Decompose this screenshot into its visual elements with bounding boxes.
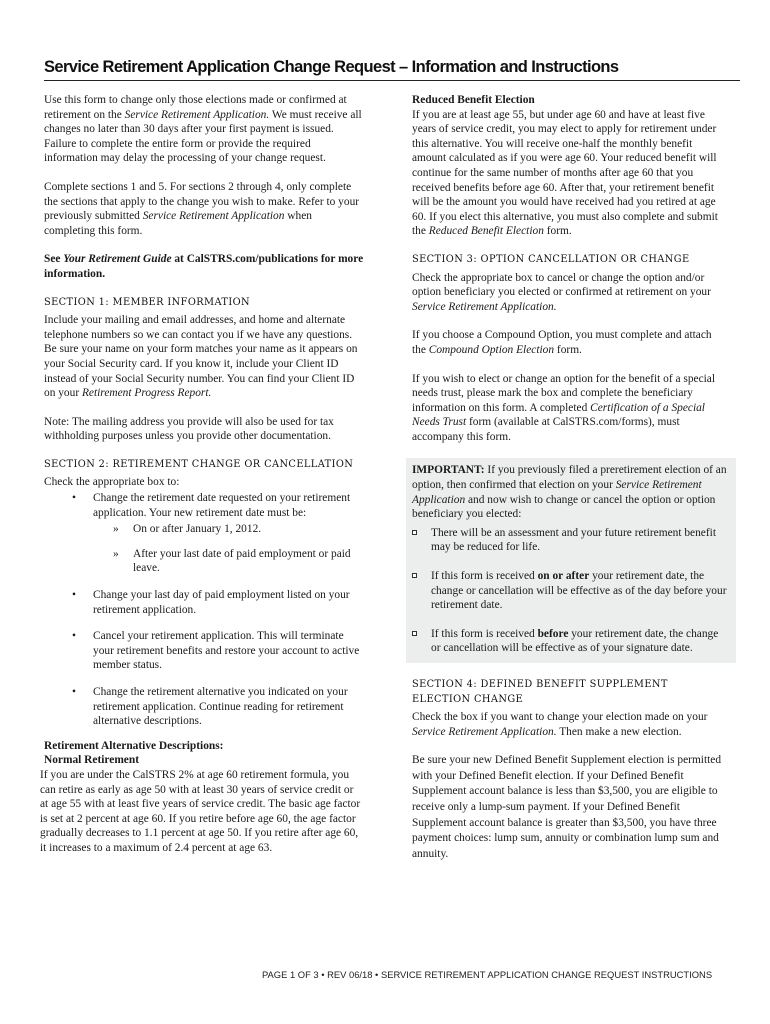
important-item-assessment bbox=[412, 526, 730, 555]
bullet-text: Change the retirement date requested on your retirement application. Your new retirement date must be: bbox=[93, 492, 351, 519]
bullet-text: Change your last day of paid employment listed on your retirement application. bbox=[93, 589, 350, 616]
important-item-text-cont: your retirement date, the change or cancellation will be effective as of the day before your retirement date. bbox=[431, 570, 727, 612]
section1-text bbox=[44, 313, 364, 401]
section3-form-name: Service Retirement Application. bbox=[412, 300, 557, 313]
section4-body: Check the box if you want to change your election made on your bbox=[412, 711, 708, 723]
list-item bbox=[93, 522, 364, 537]
important-item-before bbox=[412, 627, 730, 656]
trust-body-cont: form (available at CalSTRS.com/forms), must accompany this form. bbox=[412, 416, 680, 443]
left-column bbox=[40, 93, 364, 856]
important-item-text: There will be an assessment and your future retirement benefit may be reduced for life. bbox=[431, 526, 716, 554]
intro-text: Use this form to change only those elections made or confirmed at retirement on the bbox=[44, 94, 347, 121]
compound-body: If you choose a Compound Option, you must complete and attach the bbox=[412, 329, 712, 356]
normal-retirement-heading: Normal Retirement bbox=[44, 754, 139, 767]
bullet-text: Change the retirement alternative you indicated on your retirement application. Continue reading for retirement alternative descriptions. bbox=[93, 686, 348, 728]
important-item-text-cont: your retirement date, the change or cancellation will be effective as of your signature date. bbox=[431, 627, 719, 655]
section4-text-2: Be sure your new Defined Benefit Supplement election is permitted with your Defined Benefit election. If your Defined Benefit Supplement account balance is less than $3,500, you are eligible to receive only a lump-sum payment. If your Defined Benefit Supplement account balance is greater than $3,500, you have three payment choices: lump sum, annuity or combination lump sum and annuity. bbox=[412, 754, 722, 860]
section2-heading: SECTION 2: RETIREMENT CHANGE OR CANCELLATION bbox=[44, 458, 354, 470]
list-item bbox=[44, 588, 364, 617]
section3-body: Check the appropriate box to cancel or change the option and/or option beneficiary you elected or confirmed at retirement on your bbox=[412, 271, 711, 299]
section4-heading: SECTION 4: DEFINED BENEFIT SUPPLEMENT ELECTION CHANGE bbox=[412, 679, 668, 705]
complete-paragraph bbox=[44, 180, 364, 238]
compound-option-text bbox=[412, 328, 728, 357]
page-title: Service Retirement Application Change Request – Information and Instructions bbox=[44, 58, 619, 76]
guide-name: Your Retirement Guide bbox=[63, 253, 172, 266]
bullet-icon: • bbox=[72, 589, 76, 602]
checkbox-icon bbox=[412, 631, 417, 636]
normal-retirement-text: If you are under the CalSTRS 2% at age 60 retirement formula, you can retire as early as age 50 with at least 30 years of service credit or at age 55 with at least five years of service credit. The basic age factor is set at 2 percent at age 60. If you retire before age 60, the age factor gradually decreases to 1.1 percent at age 50. If you retire after age 60, it increases to a maximum of 2.4 percent at age 63. bbox=[40, 768, 361, 854]
list-item bbox=[44, 629, 364, 673]
list-item bbox=[44, 685, 364, 729]
section2-bullet-list bbox=[44, 491, 364, 729]
sub-list bbox=[93, 522, 364, 576]
bullet-icon: • bbox=[72, 686, 76, 698]
section1-report-name: Retirement Progress Report. bbox=[81, 387, 212, 400]
important-body-cont: and now wish to change or cancel the option or option beneficiary you elected: bbox=[412, 493, 716, 521]
important-item-emphasis: before bbox=[537, 627, 569, 640]
important-item-text: If this form is received bbox=[431, 627, 538, 640]
section1-note: Note: The mailing address you provide will also be used for tax withholding purposes unless you provide other documentation. bbox=[44, 415, 334, 443]
section4-body-cont: Then make a new election. bbox=[556, 725, 682, 738]
reduced-benefit-heading: Reduced Benefit Election bbox=[412, 94, 535, 106]
checkbox-icon bbox=[412, 530, 417, 535]
list-item bbox=[44, 491, 364, 576]
reduced-body-cont: form. bbox=[543, 225, 572, 238]
reduced-body: If you are at least age 55, but under age 60 and have at least five years of service credit, you may elect to apply for retirement under this alternative. You will receive one-half the monthly benefit amount calculated as if you were age 60. Your reduced benefit will continue for the same number of months after age 60 that you received benefits before age 60. After that, your retirement benefit will be the amount you would have received had you retired at age 60. If you elect this alternative, you must also complete and submit the bbox=[412, 108, 718, 238]
special-needs-trust-text bbox=[412, 372, 728, 445]
page-footer: PAGE 1 OF 3 • REV 06/18 • SERVICE RETIREMENT APPLICATION CHANGE REQUEST INSTRUCTIONS bbox=[262, 969, 713, 980]
important-body: If you previously filed a preretirement election of an option, then confirmed that election on your bbox=[412, 464, 727, 492]
checkbox-icon bbox=[412, 573, 417, 578]
intro-paragraph bbox=[44, 93, 364, 166]
arrow-icon: » bbox=[113, 523, 119, 536]
see-text-cont: at CalSTRS.com/publications for more information. bbox=[44, 253, 364, 280]
intro-text-cont: We must receive all changes no later than 30 days after your first payment is issued. Failure to complete the entire form or provide the required information may delay the processing of your change request. bbox=[44, 108, 362, 165]
sub-item-text: After your last date of paid employment or paid leave. bbox=[133, 547, 351, 575]
section4-text bbox=[412, 710, 728, 739]
arrow-icon: » bbox=[113, 547, 119, 560]
alternatives-heading: Retirement Alternative Descriptions: bbox=[44, 739, 224, 752]
list-item bbox=[93, 547, 364, 576]
title-rule bbox=[44, 80, 740, 81]
trust-body: If you wish to elect or change an option for the benefit of a special needs trust, please mark the box and complete the beneficiary information on this form. A completed bbox=[412, 372, 716, 414]
see-text: See bbox=[44, 253, 64, 266]
complete-text: Complete sections 1 and 5. For sections 2 through 4, only complete the sections that apply to the change you wish to make. Refer to your previously submitted bbox=[44, 180, 360, 223]
compound-body-cont: form. bbox=[554, 343, 582, 356]
important-notice-box bbox=[406, 458, 736, 663]
complete-form-name: Service Retirement Application bbox=[142, 210, 285, 223]
important-item-emphasis: on or after bbox=[537, 570, 590, 583]
bullet-icon: • bbox=[72, 492, 76, 505]
see-guide-paragraph bbox=[44, 252, 364, 281]
section3-heading: SECTION 3: OPTION CANCELLATION OR CHANGE bbox=[412, 253, 690, 265]
section4-form-name: Service Retirement Application. bbox=[412, 725, 557, 738]
reduced-benefit-text bbox=[412, 108, 728, 239]
reduced-form-name: Reduced Benefit Election bbox=[428, 225, 544, 238]
important-intro bbox=[412, 463, 730, 521]
trust-form-name: Certification of a Special Needs Trust bbox=[412, 401, 705, 429]
complete-text-cont: when completing this form. bbox=[44, 210, 312, 237]
section2-check-text: Check the appropriate box to: bbox=[44, 476, 180, 489]
section3-text bbox=[412, 271, 728, 315]
bullet-text: Cancel your retirement application. This will terminate your retirement benefits and restore your account to active member status. bbox=[93, 630, 360, 672]
compound-form-name: Compound Option Election bbox=[428, 343, 555, 356]
section1-heading: SECTION 1: MEMBER INFORMATION bbox=[44, 296, 251, 308]
important-form-name: Service Retirement Application bbox=[412, 479, 702, 506]
right-column bbox=[412, 93, 728, 876]
section1-body: Include your mailing and email addresses, and home and alternate telephone numbers so we can contact you if we have any questions. Be sure your name on your form matches your name as it appears on your Social Security card. If you know it, include your Client ID instead of your Social Security number. You can find your Client ID on your bbox=[44, 314, 358, 400]
bullet-icon: • bbox=[72, 630, 76, 643]
important-item-on-or-after bbox=[412, 569, 730, 613]
important-label: IMPORTANT: bbox=[412, 464, 485, 477]
intro-form-name: Service Retirement Application. bbox=[124, 108, 270, 121]
important-item-text: If this form is received bbox=[431, 570, 538, 583]
sub-item-text: On or after January 1, 2012. bbox=[133, 523, 262, 536]
